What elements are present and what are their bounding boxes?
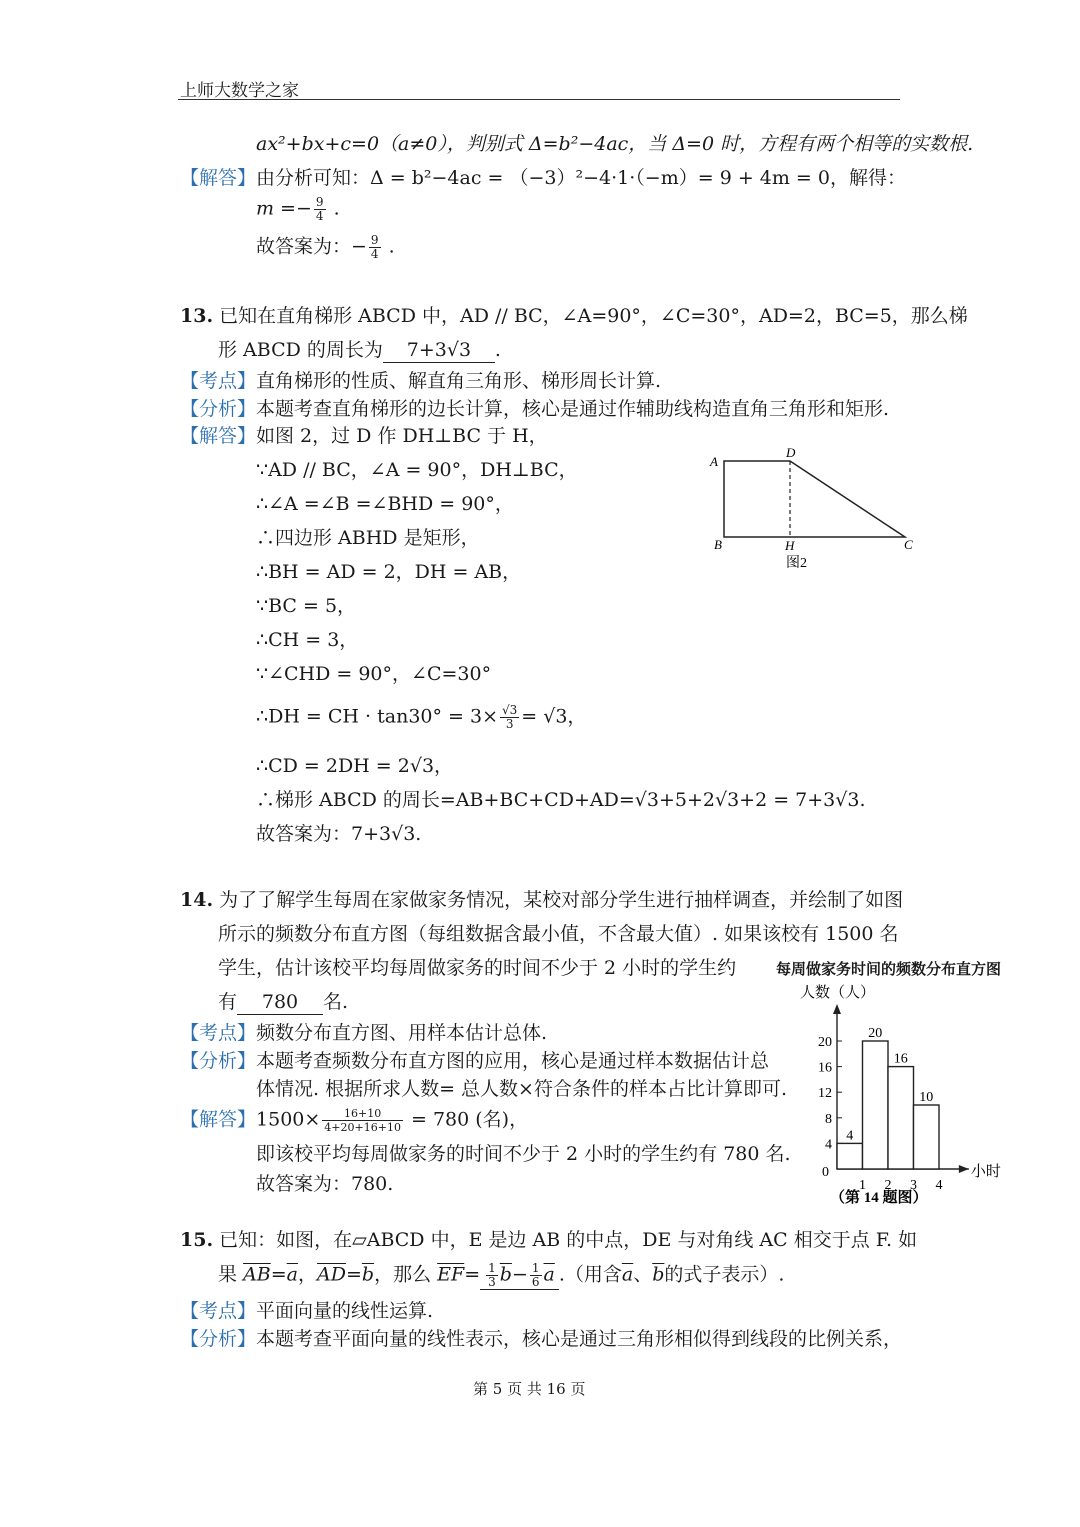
q13-step-5: ∵BC = 5， [256, 595, 357, 617]
q13-step-4: ∴BH = AD = 2，DH = AB， [256, 561, 522, 583]
q13-dh-den: 3 [505, 717, 514, 731]
q13-jieda-row [180, 424, 548, 448]
q12-frac-num: 9 [315, 195, 324, 209]
q13-jieda-tag: 【解答】 [180, 425, 257, 447]
q14-stem-line-2: 所示的频数分布直方图（每组数据含最小值，不含最大值）. 如果该校有 1500 名 [218, 923, 899, 945]
q15-coef1-den: 3 [488, 1275, 496, 1289]
q15-tail: .（用含 [558, 1263, 622, 1286]
bar-value-label-2-3: 16 [893, 1051, 908, 1067]
chart-caption: （第 14 题图） [830, 1190, 928, 1206]
q12-answer-suffix: . [388, 235, 395, 258]
bar-1-2 [863, 1041, 889, 1169]
y-tick-label-8: 8 [825, 1111, 832, 1127]
q14-fenxi-1: 本题考查频数分布直方图的应用，核心是通过样本数据估计总 [256, 1050, 770, 1072]
x-tick-label-3: 3 [910, 1178, 917, 1193]
q14-number: 14. [180, 889, 214, 911]
trapezoid-outline [724, 461, 905, 537]
q13-dh-post: = √3， [521, 705, 587, 728]
q13-dh-num: √3 [502, 703, 518, 717]
q12-answer-fraction [369, 234, 381, 261]
bar-3-4 [914, 1105, 940, 1169]
q15-coef-2 [530, 1262, 542, 1289]
x-tick-label-4: 4 [935, 1178, 943, 1193]
q13-kaodian-tag: 【考点】 [180, 370, 257, 392]
x-tick-label-1: 1 [859, 1178, 866, 1193]
x-axis-label: 小时 [970, 1164, 1001, 1180]
q14-stem-line-4 [218, 990, 348, 1015]
q15-ans-vector-a: $\overline{a}$ [543, 1263, 555, 1286]
q12-solution-row [180, 166, 906, 190]
q15-stem-line-2 [218, 1262, 784, 1290]
label-h: H [785, 538, 795, 553]
bar-value-label-0-1: 4 [846, 1128, 854, 1144]
page-footer-number: 第 5 页 共 16 页 [473, 1380, 586, 1398]
y-axis-arrow [833, 1004, 841, 1014]
origin-label: 0 [822, 1165, 829, 1180]
q13-step-1: ∵AD // BC，∠A = 90°，DH⊥BC， [256, 459, 578, 481]
q12-sol-line: 由分析可知：Δ = b²−4ac = （−3）²−4·1·（−m）= 9 + 4m = 0，解得： [256, 167, 906, 189]
vector-ef: $\overline{EF}$ [437, 1263, 465, 1286]
chart-title: 每周做家务时间的频数分布直方图 [776, 960, 1002, 978]
q13-kaodian: 直角梯形的性质、解直角三角形、梯形周长计算. [256, 370, 662, 392]
q12-frac-den: 4 [315, 209, 324, 223]
bar-0-1 [837, 1143, 863, 1169]
q14-conclusion: 即该校平均每周做家务的时间不少于 2 小时的学生约有 780 名. [256, 1143, 791, 1165]
q15-eq-b: = [345, 1263, 362, 1286]
y-tick-label-20: 20 [818, 1035, 832, 1050]
q14-calc-pre: 1500× [256, 1108, 321, 1131]
header-rule [178, 99, 900, 100]
y-tick-label-12: 12 [818, 1086, 832, 1102]
y-axis-label: 人数（人） [800, 985, 876, 1001]
q13-cd-step: ∴CD = 2DH = 2√3， [256, 755, 454, 777]
q13-answer-blank: 7+3√3 [383, 338, 495, 363]
label-b: B [714, 537, 722, 552]
q14-calc-fraction [322, 1107, 403, 1134]
label-d: D [786, 445, 796, 460]
q14-fenxi-2: 体情况. 根据所求人数= 总人数×符合条件的样本占比计算即可. [256, 1078, 787, 1100]
q14-stem-line-3: 学生，估计该校平均每周做家务的时间不少于 2 小时的学生约 [218, 957, 737, 979]
q15-stem-1: 已知：如图，在▱ABCD 中，E 是边 AB 的中点，DE 与对角线 AC 相交于点 F. 如 [219, 1229, 918, 1251]
q13-dh-fraction [500, 704, 519, 731]
x-tick-label-2: 2 [884, 1178, 892, 1193]
q12-answer-frac-num: 9 [370, 233, 379, 247]
vector-ad: $\overline{AD}$ [317, 1263, 346, 1286]
q14-answer: 故答案为：780. [256, 1173, 394, 1195]
q13-answer: 故答案为：7+3√3. [256, 823, 422, 845]
q14-stem-1: 为了了解学生每周在家做家务情况，某校对部分学生进行抽样调查，并绘制了如图 [219, 889, 904, 911]
q13-stem-line-2 [218, 338, 501, 363]
q13-step-7: ∵∠CHD = 90°，∠C=30° [256, 663, 492, 685]
trapezoid-figure [700, 440, 930, 580]
q15-coef2-den: 6 [531, 1275, 540, 1289]
q14-calc-num: 16+10 [322, 1107, 403, 1121]
q13-perimeter-step: ∴梯形 ABCD 的周长=AB+BC+CD+AD=√3+5+2√3+2 = 7+3√3. [256, 789, 866, 811]
q15-mid: ，那么 [374, 1263, 432, 1286]
bar-value-label-1-2: 20 [868, 1026, 883, 1041]
q13-stem-1: 已知在直角梯形 ABCD 中，AD // BC，∠A=90°，∠C=30°，AD=2，BC=5，那么梯 [219, 305, 968, 327]
q15-tail-vector-a: $\overline{a}$ [621, 1263, 634, 1286]
bar-value-label-3-4: 10 [919, 1090, 934, 1105]
q13-step-2: ∴∠A =∠B =∠BHD = 90°， [256, 493, 514, 515]
q14-jieda-tag: 【解答】 [180, 1108, 257, 1131]
q14-stem-line-1 [180, 888, 903, 912]
q14-stem-4-post: 名. [323, 991, 349, 1013]
q13-jieda: 如图 2，过 D 作 DH⊥BC 于 H， [256, 425, 548, 447]
q14-stem-4-pre: 有 [218, 991, 238, 1013]
q15-coef1-num: 1 [488, 1261, 496, 1275]
q15-ans-vector-b: $\overline{b}$ [499, 1263, 512, 1286]
q14-kaodian-tag: 【考点】 [180, 1022, 257, 1044]
q15-coef2-num: 1 [531, 1261, 540, 1275]
x-axis-arrow [959, 1165, 969, 1173]
q12-m-fraction [314, 196, 326, 223]
q15-tail-end: 的式子表示）. [664, 1263, 785, 1286]
q13-step-6: ∴CH = 3， [256, 629, 359, 651]
q15-answer-blank [480, 1262, 559, 1290]
q13-dh-pre: ∴DH = CH · tan30° = 3× [256, 705, 498, 728]
q15-tail-sep: 、 [633, 1263, 653, 1286]
q14-fenxi-tag: 【分析】 [180, 1050, 257, 1072]
q13-stem-2-pre: 形 ABCD 的周长为 [218, 339, 383, 361]
vector-ab: $\overline{AB}$ [243, 1263, 271, 1286]
q15-comma: ， [298, 1263, 318, 1286]
q13-stem-2-post: . [494, 339, 501, 361]
q15-tail-vector-b: $\overline{b}$ [652, 1263, 665, 1286]
q14-answer-blank: 780 [237, 990, 323, 1015]
q15-kaodian: 平面向量的线性运算. [256, 1300, 434, 1322]
q15-number: 15. [180, 1229, 214, 1251]
q13-step-3: ∴四边形 ABHD 是矩形， [256, 527, 480, 549]
q12-m-prefix: m =− [256, 197, 312, 220]
q15-stem-2-a: 果 [218, 1263, 238, 1286]
q14-calc-post: = 780 (名)， [410, 1108, 529, 1131]
q13-dh-step [256, 704, 586, 731]
q14-fenxi-row [180, 1049, 769, 1073]
vector-a: $\overline{a}$ [286, 1263, 298, 1286]
q12-answer-prefix: 故答案为：− [256, 235, 367, 258]
q14-jieda-row [180, 1107, 528, 1134]
q12-sol-tag: 【解答】 [180, 167, 257, 189]
q15-eq-a: = [270, 1263, 287, 1286]
q13-fenxi-tag: 【分析】 [180, 398, 257, 420]
y-tick-label-16: 16 [818, 1060, 832, 1076]
q13-fenxi-row [180, 397, 889, 421]
bar-2-3 [888, 1067, 914, 1169]
q15-coef-1 [486, 1262, 498, 1289]
q15-eq-ef: = [464, 1263, 481, 1286]
y-tick-label-4: 4 [825, 1137, 832, 1153]
label-c: C [904, 537, 913, 552]
q15-kaodian-row [180, 1299, 433, 1323]
q15-minus: − [511, 1263, 528, 1286]
label-a: A [710, 454, 718, 469]
q13-fenxi: 本题考查直角梯形的边长计算，核心是通过作辅助线构造直角三角形和矩形. [256, 398, 890, 420]
q12-answer-frac-den: 4 [370, 247, 379, 261]
figure-caption: 图2 [786, 556, 807, 571]
q15-fenxi-row [180, 1327, 902, 1351]
q15-kaodian-tag: 【考点】 [180, 1300, 257, 1322]
q15-fenxi: 本题考查平面向量的线性表示，核心是通过三角形相似得到线段的比例关系， [256, 1328, 903, 1350]
q12-m-result [256, 196, 340, 223]
q13-stem-line-1 [180, 304, 968, 328]
q12-answer [256, 234, 395, 261]
vector-b: $\overline{b}$ [361, 1263, 375, 1286]
q15-stem-line-1 [180, 1228, 917, 1252]
histogram-chart [790, 980, 1010, 1210]
q14-kaodian: 频数分布直方图、用样本估计总体. [256, 1022, 548, 1044]
q12-m-suffix: . [333, 197, 340, 220]
q13-number: 13. [180, 305, 214, 327]
q12-line-a: ax²+bx+c=0（a≠0），判别式 Δ=b²−4ac，当 Δ=0 时，方程有两个相等的实数根. [256, 133, 974, 155]
q13-kaodian-row [180, 369, 661, 393]
q15-fenxi-tag: 【分析】 [180, 1328, 257, 1350]
q14-calc-den: 4+20+16+10 [324, 1121, 401, 1134]
q14-kaodian-row [180, 1021, 547, 1045]
page-header-title: 上师大数学之家 [180, 81, 299, 101]
